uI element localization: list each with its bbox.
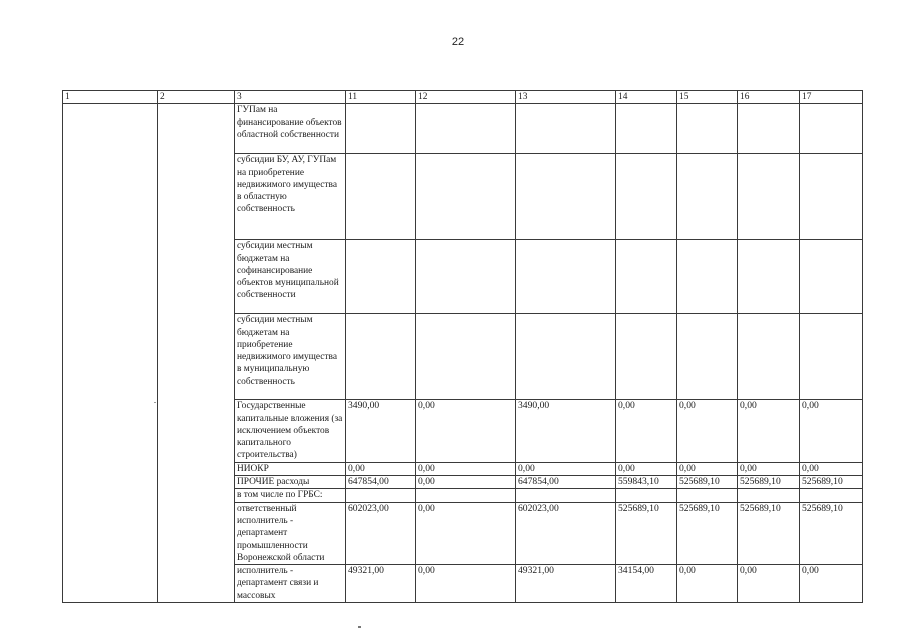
- value-cell: [738, 104, 800, 154]
- column-number-row: [63, 91, 863, 104]
- value-cell: 0,00: [738, 400, 800, 462]
- value-cell: 0,00: [677, 462, 738, 475]
- column-header: 1: [63, 91, 158, 104]
- value-cell: [800, 314, 863, 400]
- row-label: субсидии местным бюджетам на приобретение недвижимого имущества в муниципальную собственность: [235, 314, 346, 400]
- value-cell: [346, 240, 416, 314]
- value-cell: 0,00: [416, 476, 516, 489]
- value-cell: [416, 240, 516, 314]
- value-cell: 0,00: [516, 462, 616, 475]
- column-header: 11: [346, 91, 416, 104]
- value-cell: 34154,00: [616, 565, 677, 603]
- value-cell: [800, 154, 863, 240]
- value-cell: 602023,00: [516, 502, 616, 564]
- value-cell: [346, 314, 416, 400]
- row-label: НИОКР: [235, 462, 346, 475]
- column-header: 16: [738, 91, 800, 104]
- value-cell: 0,00: [800, 400, 863, 462]
- value-cell: [516, 104, 616, 154]
- value-cell: [616, 240, 677, 314]
- column-1-cell: [63, 104, 158, 603]
- value-cell: [616, 314, 677, 400]
- value-cell: [738, 314, 800, 400]
- page-number: 22: [451, 36, 465, 48]
- value-cell: [677, 104, 738, 154]
- value-cell: 0,00: [416, 400, 516, 462]
- scan-mark: [358, 626, 361, 628]
- value-cell: 647854,00: [346, 476, 416, 489]
- value-cell: [800, 240, 863, 314]
- value-cell: 525689,10: [738, 476, 800, 489]
- value-cell: [616, 154, 677, 240]
- value-cell: 525689,10: [800, 502, 863, 564]
- value-cell: [616, 489, 677, 502]
- value-cell: [677, 240, 738, 314]
- value-cell: [416, 489, 516, 502]
- value-cell: 3490,00: [346, 400, 416, 462]
- value-cell: 525689,10: [677, 502, 738, 564]
- column-header: 15: [677, 91, 738, 104]
- value-cell: 525689,10: [800, 476, 863, 489]
- value-cell: [516, 489, 616, 502]
- row-label: ПРОЧИЕ расходы: [235, 476, 346, 489]
- value-cell: [677, 154, 738, 240]
- row-label: субсидии местным бюджетам на софинансирование объектов муниципальной собственности: [235, 240, 346, 314]
- column-header: 17: [800, 91, 863, 104]
- value-cell: 49321,00: [516, 565, 616, 603]
- value-cell: 525689,10: [616, 502, 677, 564]
- value-cell: 0,00: [616, 462, 677, 475]
- value-cell: 525689,10: [738, 502, 800, 564]
- value-cell: 0,00: [800, 462, 863, 475]
- row-label: ГУПам на финансирование объектов областной собственности: [235, 104, 346, 154]
- value-cell: 0,00: [738, 565, 800, 603]
- value-cell: [346, 489, 416, 502]
- row-label: ответственный исполнитель - департамент промышленности Воронежской области: [235, 502, 346, 564]
- value-cell: 647854,00: [516, 476, 616, 489]
- column-header: 2: [158, 91, 235, 104]
- column-header: 14: [616, 91, 677, 104]
- value-cell: [516, 240, 616, 314]
- value-cell: [738, 154, 800, 240]
- value-cell: [346, 104, 416, 154]
- value-cell: 0,00: [677, 565, 738, 603]
- value-cell: [346, 154, 416, 240]
- table-row: [63, 104, 863, 154]
- value-cell: 3490,00: [516, 400, 616, 462]
- value-cell: [516, 314, 616, 400]
- scan-mark: [154, 402, 156, 403]
- value-cell: [800, 489, 863, 502]
- value-cell: [677, 489, 738, 502]
- row-label: субсидии БУ, АУ, ГУПам на приобретение недвижимого имущества в областную собственность: [235, 154, 346, 240]
- budget-table: [62, 90, 863, 603]
- value-cell: [416, 314, 516, 400]
- value-cell: [800, 104, 863, 154]
- value-cell: 0,00: [416, 565, 516, 603]
- value-cell: [738, 240, 800, 314]
- value-cell: 559843,10: [616, 476, 677, 489]
- value-cell: 525689,10: [677, 476, 738, 489]
- value-cell: [677, 314, 738, 400]
- row-label: в том числе по ГРБС:: [235, 489, 346, 502]
- value-cell: [738, 489, 800, 502]
- value-cell: 0,00: [346, 462, 416, 475]
- value-cell: [416, 154, 516, 240]
- row-label: Государственные капитальные вложения (за исключением объектов капитального строительства): [235, 400, 346, 462]
- value-cell: [516, 154, 616, 240]
- value-cell: 0,00: [738, 462, 800, 475]
- value-cell: 0,00: [416, 462, 516, 475]
- value-cell: 0,00: [677, 400, 738, 462]
- value-cell: 602023,00: [346, 502, 416, 564]
- value-cell: 0,00: [800, 565, 863, 603]
- row-label: исполнитель - департамент связи и массовых: [235, 565, 346, 603]
- value-cell: 0,00: [616, 400, 677, 462]
- column-header: 12: [416, 91, 516, 104]
- value-cell: [616, 104, 677, 154]
- column-header: 13: [516, 91, 616, 104]
- value-cell: 0,00: [416, 502, 516, 564]
- value-cell: 49321,00: [346, 565, 416, 603]
- column-header: 3: [235, 91, 346, 104]
- column-2-cell: [158, 104, 235, 603]
- value-cell: [416, 104, 516, 154]
